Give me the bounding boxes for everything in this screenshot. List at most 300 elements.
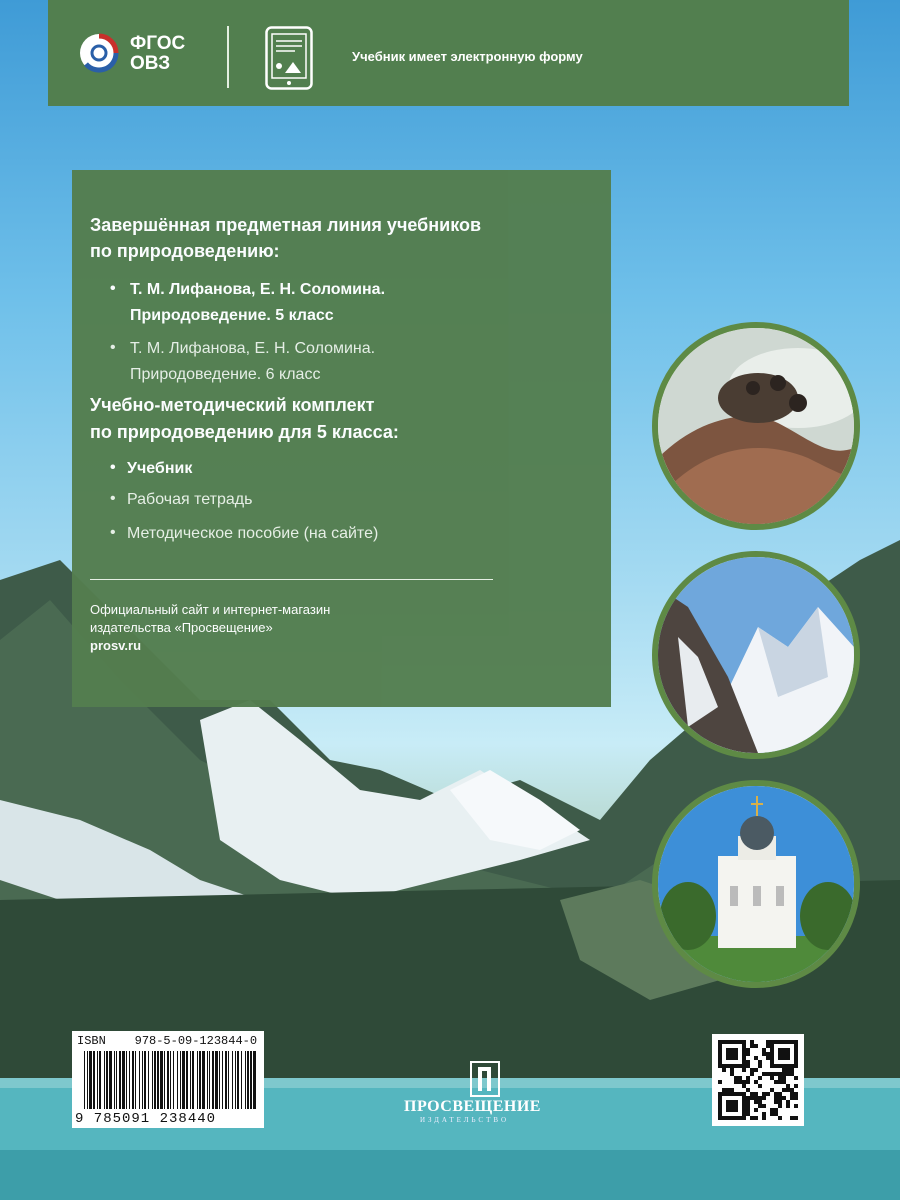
qr-module xyxy=(778,1104,782,1108)
barcode-bar xyxy=(148,1051,149,1109)
qr-module xyxy=(762,1096,766,1100)
series-item-1-line-1: Т. М. Лифанова, Е. Н. Соломина. xyxy=(130,281,386,298)
qr-module xyxy=(738,1040,742,1044)
qr-module xyxy=(786,1100,790,1104)
barcode-bar xyxy=(173,1051,174,1109)
qr-module xyxy=(778,1052,782,1056)
qr-module xyxy=(746,1088,750,1092)
barcode-bar xyxy=(222,1051,223,1109)
qr-module xyxy=(794,1060,798,1064)
qr-module xyxy=(726,1100,730,1104)
bullet: • xyxy=(110,339,116,356)
qr-module xyxy=(722,1064,726,1068)
qr-module xyxy=(758,1084,762,1088)
qr-module xyxy=(778,1100,782,1104)
qr-module xyxy=(746,1104,750,1108)
qr-module xyxy=(730,1116,734,1120)
qr-module xyxy=(778,1064,782,1068)
qr-module xyxy=(730,1056,734,1060)
qr-module xyxy=(738,1116,742,1120)
qr-module xyxy=(746,1112,750,1116)
qr-module xyxy=(726,1056,730,1060)
qr-module xyxy=(778,1072,782,1076)
qr-module xyxy=(778,1092,782,1096)
divider xyxy=(227,26,229,88)
qr-module xyxy=(742,1092,746,1096)
qr-module xyxy=(766,1052,770,1056)
qr-module xyxy=(742,1080,746,1084)
barcode-bar xyxy=(164,1051,165,1109)
qr-module xyxy=(786,1064,790,1068)
barcode-bar xyxy=(186,1051,188,1109)
qr-module xyxy=(730,1040,734,1044)
qr-module xyxy=(726,1104,730,1108)
qr-module xyxy=(774,1108,778,1112)
qr-module xyxy=(754,1056,758,1060)
heading-line-1: Завершённая предметная линия учебников xyxy=(90,215,482,235)
barcode-bar xyxy=(106,1051,108,1109)
qr-module xyxy=(730,1104,734,1108)
barcode-bar xyxy=(232,1051,233,1109)
qr-module xyxy=(754,1080,758,1084)
qr-module xyxy=(746,1108,750,1112)
qr-module xyxy=(718,1040,722,1044)
site-line-2: издательства «Просвещение» xyxy=(90,620,273,635)
qr-module xyxy=(794,1096,798,1100)
qr-module xyxy=(790,1088,794,1092)
qr-module xyxy=(730,1048,734,1052)
barcode-bar xyxy=(241,1051,242,1109)
qr-module xyxy=(790,1040,794,1044)
qr-module xyxy=(730,1052,734,1056)
qr-module xyxy=(718,1096,722,1100)
series-item-2-line-2: Природоведение. 6 класс xyxy=(130,366,321,383)
qr-module xyxy=(762,1092,766,1096)
qr-module xyxy=(734,1052,738,1056)
qr-module xyxy=(718,1100,722,1104)
barcode-bar xyxy=(139,1051,140,1109)
barcode-bar xyxy=(152,1051,153,1109)
qr-module xyxy=(726,1116,730,1120)
qr-module xyxy=(754,1044,758,1048)
qr-module xyxy=(738,1076,742,1080)
qr-module xyxy=(782,1068,786,1072)
qr-module xyxy=(718,1092,722,1096)
barcode-bar xyxy=(199,1051,201,1109)
isbn-number: 978-5-09-123844-0 xyxy=(134,1034,258,1048)
qr-module xyxy=(762,1112,766,1116)
barcode-digits: 9 785091 238440 xyxy=(75,1111,217,1127)
barcode-bar xyxy=(119,1051,121,1109)
isbn-line xyxy=(77,1034,257,1048)
divider xyxy=(90,579,493,580)
qr-module xyxy=(750,1044,754,1048)
barcode-bar xyxy=(170,1051,171,1109)
barcode-bar xyxy=(89,1051,92,1109)
qr-module xyxy=(774,1092,778,1096)
qr-module xyxy=(742,1048,746,1052)
qr-module xyxy=(758,1064,762,1068)
barcode-bar xyxy=(126,1051,127,1109)
publisher-subtitle: ИЗДАТЕЛЬСТВО xyxy=(420,1116,510,1124)
qr-module xyxy=(722,1040,726,1044)
electronic-form-text: Учебник имеет электронную форму xyxy=(352,49,583,64)
qr-module xyxy=(786,1084,790,1088)
qr-module xyxy=(742,1068,746,1072)
qr-module xyxy=(782,1088,786,1092)
qr-module xyxy=(722,1092,726,1096)
qr-module xyxy=(770,1112,774,1116)
qr-module xyxy=(794,1056,798,1060)
barcode-bar xyxy=(122,1051,125,1109)
fgos-logo-icon xyxy=(78,32,120,74)
qr-module xyxy=(742,1116,746,1120)
qr-module xyxy=(726,1108,730,1112)
qr-module xyxy=(778,1048,782,1052)
barcode-bar xyxy=(177,1051,178,1109)
barcode-bar xyxy=(99,1051,101,1109)
qr-module xyxy=(726,1052,730,1056)
qr-module xyxy=(730,1064,734,1068)
qr-module xyxy=(774,1080,778,1084)
site-url: prosv.ru xyxy=(90,638,142,653)
barcode-bar xyxy=(219,1051,220,1109)
info-panel xyxy=(72,170,611,707)
qr-module xyxy=(718,1048,722,1052)
qr-module xyxy=(742,1044,746,1048)
qr-module xyxy=(750,1040,754,1044)
barcode-bar xyxy=(197,1051,198,1109)
qr-module xyxy=(782,1052,786,1056)
barcode-bar xyxy=(167,1051,169,1109)
kit-item-workbook: Рабочая тетрадь xyxy=(127,491,253,508)
qr-module xyxy=(754,1096,758,1100)
barcode-bar xyxy=(97,1051,98,1109)
qr-module xyxy=(750,1072,754,1076)
qr-module xyxy=(742,1040,746,1044)
qr-module xyxy=(782,1040,786,1044)
qr-module xyxy=(794,1076,798,1080)
qr-module xyxy=(738,1092,742,1096)
qr-module xyxy=(770,1040,774,1044)
qr-module xyxy=(742,1100,746,1104)
qr-module xyxy=(758,1104,762,1108)
qr-module xyxy=(738,1064,742,1068)
qr-module xyxy=(770,1088,774,1092)
barcode-bar xyxy=(87,1051,88,1109)
isbn-barcode-box xyxy=(72,1031,264,1128)
isbn-label: ISBN xyxy=(77,1034,106,1048)
qr-module xyxy=(786,1072,790,1076)
qr-module xyxy=(730,1092,734,1096)
qr-module xyxy=(770,1052,774,1056)
qr-module xyxy=(770,1044,774,1048)
barcode-bar xyxy=(93,1051,95,1109)
qr-module xyxy=(722,1068,726,1072)
barcode-bar xyxy=(182,1051,185,1109)
qr-module xyxy=(790,1072,794,1076)
qr-module xyxy=(766,1092,770,1096)
qr-module xyxy=(718,1112,722,1116)
series-item-2-line-1: Т. М. Лифанова, Е. Н. Соломина. xyxy=(130,340,376,357)
qr-module xyxy=(718,1052,722,1056)
fgos-logo-text xyxy=(130,34,185,74)
qr-module xyxy=(722,1116,726,1120)
qr-module xyxy=(742,1108,746,1112)
qr-module xyxy=(794,1044,798,1048)
barcode-bar xyxy=(114,1051,115,1109)
barcode-bar xyxy=(237,1051,239,1109)
qr-module xyxy=(754,1092,758,1096)
qr-module xyxy=(794,1064,798,1068)
qr-module xyxy=(786,1052,790,1056)
qr-module xyxy=(754,1068,758,1072)
qr-module xyxy=(758,1060,762,1064)
qr-module xyxy=(738,1080,742,1084)
publisher-name: ПРОСВЕЩЕНИЕ xyxy=(404,1098,541,1115)
qr-module xyxy=(794,1048,798,1052)
qr-module xyxy=(774,1112,778,1116)
qr-module xyxy=(786,1040,790,1044)
qr-module xyxy=(750,1096,754,1100)
barcode-bar xyxy=(215,1051,218,1109)
qr-module xyxy=(742,1104,746,1108)
qr-module xyxy=(730,1108,734,1112)
barcode-bar xyxy=(142,1051,143,1109)
qr-module xyxy=(754,1108,758,1112)
qr-module xyxy=(794,1084,798,1088)
qr-module xyxy=(786,1088,790,1092)
qr-module xyxy=(794,1052,798,1056)
qr-module xyxy=(762,1116,766,1120)
qr-module xyxy=(734,1116,738,1120)
qr-module xyxy=(718,1056,722,1060)
qr-module xyxy=(742,1096,746,1100)
qr-module xyxy=(726,1048,730,1052)
qr-module xyxy=(762,1052,766,1056)
qr-module xyxy=(742,1064,746,1068)
barcode-bar xyxy=(157,1051,159,1109)
bullet: • xyxy=(110,459,116,476)
site-line-1: Официальный сайт и интернет-магазин xyxy=(90,602,331,617)
qr-module xyxy=(770,1072,774,1076)
barcode-bar xyxy=(247,1051,249,1109)
qr-module xyxy=(726,1088,730,1092)
barcode-bar xyxy=(209,1051,210,1109)
qr-module xyxy=(770,1064,774,1068)
qr-module xyxy=(774,1096,778,1100)
qr-module xyxy=(770,1076,774,1080)
qr-module xyxy=(782,1072,786,1076)
qr-module xyxy=(770,1048,774,1052)
qr-module xyxy=(786,1068,790,1072)
qr-module xyxy=(766,1040,770,1044)
qr-module xyxy=(726,1092,730,1096)
qr-module xyxy=(718,1080,722,1084)
qr-module xyxy=(734,1056,738,1060)
qr-module xyxy=(730,1088,734,1092)
barcode-bar xyxy=(245,1051,246,1109)
kit-heading-line-2: по природоведению для 5 класса: xyxy=(90,422,399,442)
qr-module xyxy=(734,1040,738,1044)
qr-module xyxy=(726,1040,730,1044)
qr-module xyxy=(718,1104,722,1108)
qr-module xyxy=(790,1068,794,1072)
qr-module xyxy=(766,1072,770,1076)
qr-module xyxy=(734,1048,738,1052)
barcode-bar xyxy=(144,1051,146,1109)
barcode-bar xyxy=(135,1051,136,1109)
kit-heading-line-1: Учебно-методический комплект xyxy=(90,395,375,415)
barcode-bar xyxy=(132,1051,134,1109)
qr-module xyxy=(774,1040,778,1044)
qr-module xyxy=(762,1104,766,1108)
qr-module xyxy=(758,1096,762,1100)
qr-module xyxy=(762,1072,766,1076)
qr-module xyxy=(778,1116,782,1120)
qr-module xyxy=(794,1040,798,1044)
qr-module xyxy=(746,1064,750,1068)
qr-module xyxy=(746,1060,750,1064)
logo-line2: ОВЗ xyxy=(130,53,171,74)
qr-module xyxy=(758,1100,762,1104)
barcode-bar xyxy=(202,1051,205,1109)
tablet-icon xyxy=(265,26,313,90)
qr-module xyxy=(726,1064,730,1068)
qr-module xyxy=(794,1104,798,1108)
qr-module xyxy=(786,1104,790,1108)
qr-module xyxy=(746,1096,750,1100)
qr-module xyxy=(786,1048,790,1052)
qr-module xyxy=(734,1108,738,1112)
qr-module xyxy=(778,1080,782,1084)
qr-code-icon xyxy=(718,1040,798,1120)
qr-module xyxy=(770,1108,774,1112)
kit-item-textbook: Учебник xyxy=(127,460,193,477)
qr-module xyxy=(734,1076,738,1080)
barcode-bar xyxy=(180,1051,181,1109)
qr-module xyxy=(766,1056,770,1060)
qr-module xyxy=(782,1056,786,1060)
photo-church xyxy=(652,780,860,988)
qr-module xyxy=(790,1116,794,1120)
barcode-bar xyxy=(228,1051,229,1109)
publisher-logo-icon xyxy=(470,1061,500,1097)
qr-module xyxy=(782,1076,786,1080)
qr-module xyxy=(742,1084,746,1088)
qr-module xyxy=(718,1060,722,1064)
bullet: • xyxy=(110,524,116,541)
qr-module xyxy=(782,1048,786,1052)
qr-module xyxy=(758,1076,762,1080)
logo-line1: ФГОС xyxy=(130,33,186,54)
barcode-bar xyxy=(235,1051,236,1109)
qr-module xyxy=(734,1100,738,1104)
qr-module xyxy=(774,1072,778,1076)
qr-module xyxy=(718,1108,722,1112)
qr-module xyxy=(786,1056,790,1060)
qr-module xyxy=(746,1076,750,1080)
barcode-bar xyxy=(160,1051,163,1109)
qr-module xyxy=(722,1088,726,1092)
qr-module xyxy=(778,1076,782,1080)
qr-module xyxy=(790,1064,794,1068)
barcode-bar xyxy=(225,1051,227,1109)
barcode xyxy=(84,1051,258,1111)
qr-module xyxy=(794,1116,798,1120)
qr-module xyxy=(746,1080,750,1084)
qr-module xyxy=(718,1116,722,1120)
qr-module xyxy=(734,1104,738,1108)
photo-snowy-mountains xyxy=(652,551,860,759)
qr-module xyxy=(774,1100,778,1104)
barcode-bar xyxy=(207,1051,208,1109)
qr-module xyxy=(790,1096,794,1100)
qr-module xyxy=(746,1048,750,1052)
barcode-bar xyxy=(84,1051,85,1109)
qr-module xyxy=(778,1056,782,1060)
barcode-bar xyxy=(250,1051,252,1109)
qr-module xyxy=(778,1096,782,1100)
barcode-bar xyxy=(253,1051,256,1109)
qr-module xyxy=(746,1100,750,1104)
qr-module xyxy=(754,1100,758,1104)
qr-module xyxy=(790,1092,794,1096)
qr-module xyxy=(754,1116,758,1120)
qr-module xyxy=(762,1048,766,1052)
qr-module xyxy=(730,1100,734,1104)
qr-module xyxy=(734,1092,738,1096)
qr-module xyxy=(734,1064,738,1068)
photo-hands-soil xyxy=(652,322,860,530)
barcode-bar xyxy=(116,1051,117,1109)
qr-module xyxy=(750,1068,754,1072)
bullet: • xyxy=(110,490,116,507)
qr-module xyxy=(730,1068,734,1072)
qr-module xyxy=(742,1060,746,1064)
qr-module xyxy=(718,1044,722,1048)
qr-module xyxy=(782,1096,786,1100)
qr-module xyxy=(742,1056,746,1060)
qr-module xyxy=(750,1116,754,1120)
qr-module xyxy=(766,1044,770,1048)
qr-module xyxy=(718,1064,722,1068)
qr-module xyxy=(794,1092,798,1096)
kit-item-methodical-guide: Методическое пособие (на сайте) xyxy=(127,525,379,542)
qr-module xyxy=(742,1052,746,1056)
qr-module xyxy=(770,1060,774,1064)
barcode-bar xyxy=(129,1051,130,1109)
qr-module xyxy=(742,1112,746,1116)
qr-module xyxy=(778,1040,782,1044)
qr-module xyxy=(746,1052,750,1056)
qr-module xyxy=(774,1064,778,1068)
qr-code xyxy=(712,1034,804,1126)
qr-module xyxy=(782,1080,786,1084)
barcode-bar xyxy=(154,1051,156,1109)
bullet: • xyxy=(110,280,116,297)
barcode-bar xyxy=(104,1051,105,1109)
barcode-bar xyxy=(109,1051,112,1109)
barcode-bar xyxy=(190,1051,191,1109)
qr-module xyxy=(782,1064,786,1068)
qr-module xyxy=(734,1080,738,1084)
qr-module xyxy=(770,1056,774,1060)
qr-module xyxy=(730,1072,734,1076)
series-item-1-line-2: Природоведение. 5 класс xyxy=(130,307,334,324)
barcode-bar xyxy=(212,1051,214,1109)
barcode-bar xyxy=(192,1051,194,1109)
